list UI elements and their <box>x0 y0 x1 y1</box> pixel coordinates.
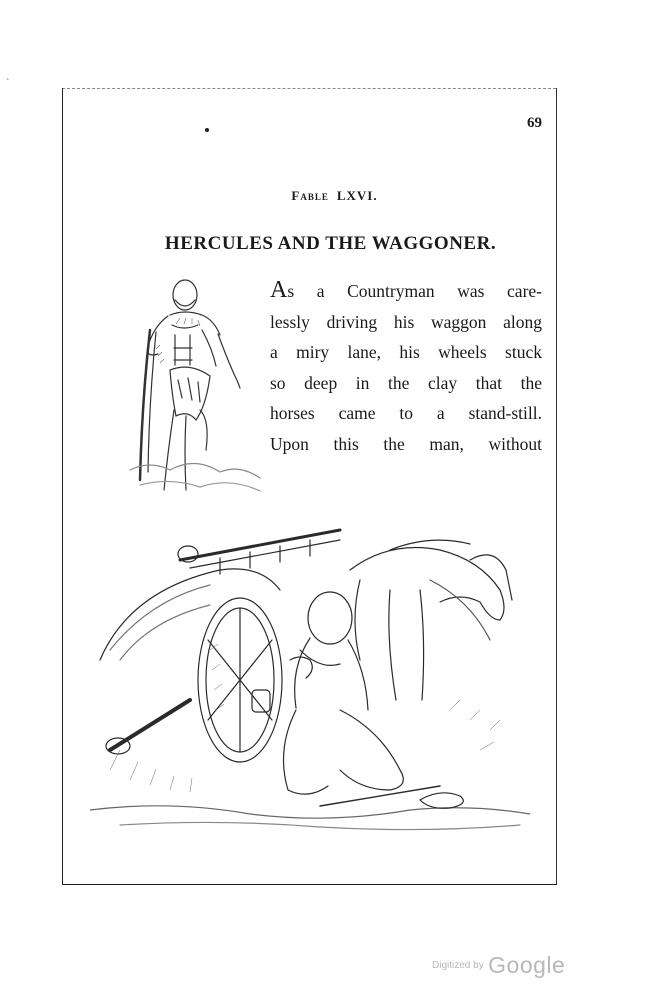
fable-prefix: Fable <box>291 188 329 203</box>
fable-numeral: LXVI. <box>336 188 378 203</box>
body-line: lessly driving his waggon along <box>270 311 542 332</box>
page-right-rule <box>556 88 557 884</box>
digitized-label: Digitized by <box>432 960 484 971</box>
waggoner-kneeling-illustration <box>90 510 530 850</box>
fable-number <box>0 188 661 204</box>
ink-dot <box>205 128 209 132</box>
page-number: 69 <box>527 115 542 131</box>
hercules-figure-illustration <box>120 270 270 500</box>
body-line: Upon this the man, without <box>270 433 542 454</box>
body-line: As a Countryman was care- <box>270 277 542 303</box>
fable-body <box>270 275 542 459</box>
digitized-footer <box>432 952 565 979</box>
drop-initial: A <box>270 277 288 303</box>
body-line: so deep in the clay that the <box>270 372 542 393</box>
body-line: horses came to a stand-still. <box>270 403 542 423</box>
body-line: a miry lane, his wheels stuck <box>270 342 542 362</box>
scan-mark: ` <box>6 78 10 89</box>
fable-title: HERCULES AND THE WAGGONER. <box>164 233 497 254</box>
google-logo-icon: Google <box>488 952 566 978</box>
